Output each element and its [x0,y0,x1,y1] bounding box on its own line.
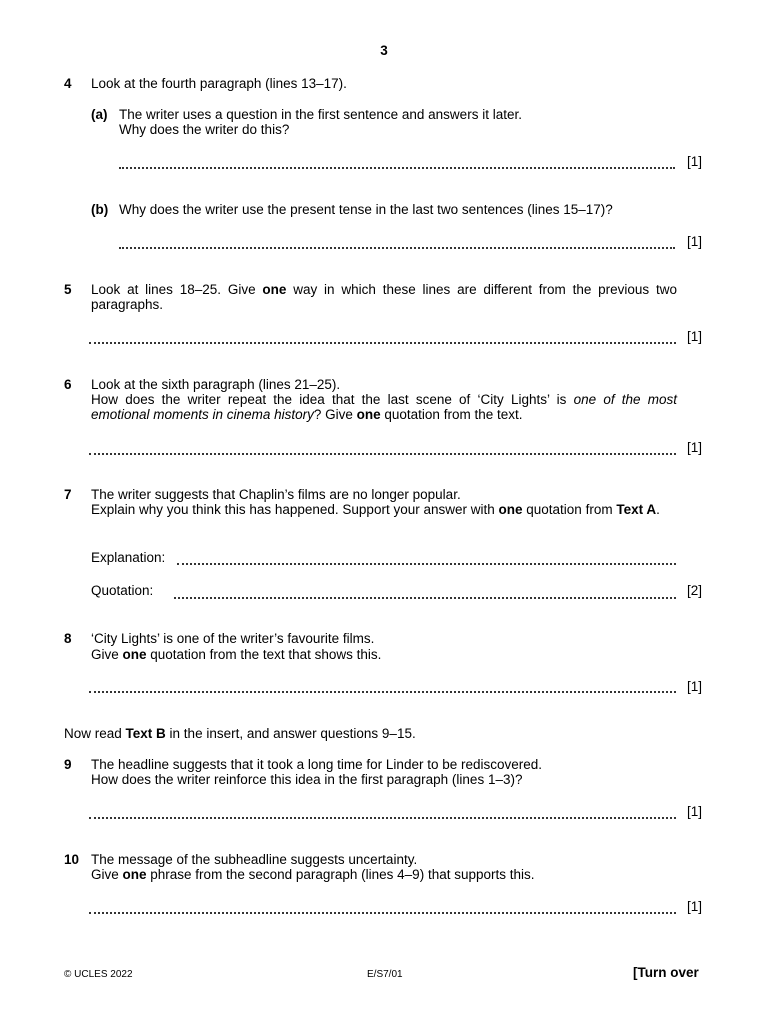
question-number: 7 [64,487,72,502]
question-text: Give one phrase from the second paragraph (lines 4–9) that supports this. [91,867,535,882]
question-text: The writer suggests that Chaplin’s films are no longer popular. [91,487,461,502]
mark-allocation: [1] [687,679,703,694]
question-text: How does the writer reinforce this idea in the first paragraph (lines 1–3)? [91,772,523,787]
subquestion-text: Why does the writer do this? [119,122,290,137]
question-text: Explain why you think this has happened. Support your answer with one quotation from Text A. [91,502,660,517]
subquestion-text: Why does the writer use the present tense in the last two sentences (lines 15–17)? [119,202,613,217]
question-number: 8 [64,631,72,646]
answer-line[interactable] [89,691,676,693]
answer-line[interactable] [89,453,676,455]
mark-allocation: [1] [687,329,703,344]
quotation-label: Quotation: [91,583,154,598]
question-text: ‘City Lights’ is one of the writer’s favourite films. [91,631,375,646]
answer-line[interactable] [119,247,675,249]
question-text: Look at lines 18–25. Give one way in which these lines are different from the previous two paragraphs. [91,282,677,312]
copyright-notice: © UCLES 2022 [64,969,133,980]
paper-code: E/S7/01 [367,969,403,980]
explanation-label: Explanation: [91,550,166,565]
page-number: 3 [380,43,388,58]
mark-allocation: [1] [687,899,703,914]
section-instruction: Now read Text B in the insert, and answer questions 9–15. [64,726,416,741]
question-number: 10 [64,852,80,867]
explanation-answer-line[interactable] [177,563,676,565]
subquestion-label: (b) [91,202,109,217]
mark-allocation: [1] [687,234,703,249]
quotation-answer-line[interactable] [174,597,676,599]
question-text: How does the writer repeat the idea that the last scene of ‘City Lights’ is one of the most emotional moments in cinema history? Give one quotation from the text. [91,392,677,422]
subquestion-text: The writer uses a question in the first sentence and answers it later. [119,107,522,122]
answer-line[interactable] [89,912,676,914]
mark-allocation: [1] [687,440,703,455]
subquestion-label: (a) [91,107,108,122]
question-number: 6 [64,377,72,392]
question-text: The headline suggests that it took a long time for Linder to be rediscovered. [91,757,543,772]
mark-allocation: [2] [687,583,703,598]
answer-line[interactable] [89,342,676,344]
mark-allocation: [1] [687,804,703,819]
question-text: Give one quotation from the text that shows this. [91,647,382,662]
question-number: 5 [64,282,72,297]
question-text: Look at the sixth paragraph (lines 21–25). [91,377,341,392]
answer-line[interactable] [89,817,676,819]
question-text: Look at the fourth paragraph (lines 13–17). [91,76,347,91]
question-number: 9 [64,757,72,772]
question-number: 4 [64,76,72,91]
turn-over-notice: [Turn over [633,965,699,980]
question-text: The message of the subheadline suggests uncertainty. [91,852,418,867]
mark-allocation: [1] [687,154,703,169]
answer-line[interactable] [119,167,675,169]
